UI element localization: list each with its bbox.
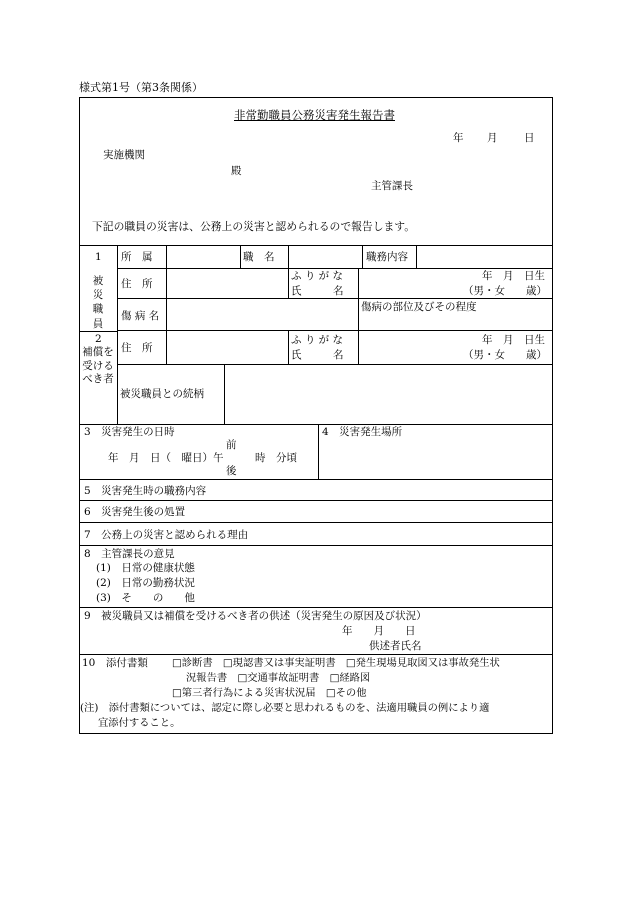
s1-sex-age: （男・女 歳） (463, 285, 547, 297)
s1-dept-label: 所 属 (121, 251, 153, 263)
grid-line (240, 245, 241, 268)
s7-label: 7 公務上の災害と認められる理由 (84, 529, 249, 541)
grid-line (79, 500, 552, 501)
s9-signer-label: 供述者氏名 (369, 640, 422, 652)
s3-label: 3 災害発生の日時 (84, 426, 175, 438)
grid-line (117, 364, 552, 365)
grid-line (358, 268, 359, 299)
grid-line (79, 245, 552, 246)
s8-label: 8 主管課長の意見 (84, 548, 175, 560)
s9-date: 年 月 日 (342, 625, 416, 637)
s2-name-label: 氏 名 (291, 349, 344, 361)
note-line2: 宜添付すること。 (98, 717, 181, 729)
s10-checklist-line1: □診断書 □現認書又は事実証明書 □発生現場見取図又は事故発生状 (172, 657, 500, 669)
grid-line (117, 245, 118, 424)
grid-line (166, 245, 167, 331)
grid-line (288, 245, 289, 299)
s10-checklist-line2: 況報告書 □交通事故証明書 □経路図 (186, 672, 371, 684)
s1-duties-label: 職務内容 (366, 251, 408, 263)
form-frame (79, 97, 553, 734)
s2-address-label: 住 所 (121, 342, 153, 354)
s3-datetime: 年 月 日（ 曜日）午 時 分頃 (108, 452, 297, 464)
grid-line (79, 331, 117, 332)
s1-injury-detail-label: 傷病の部位及びその程度 (361, 301, 477, 313)
s1-birthdate: 年 月 日生 (482, 270, 545, 282)
grid-line (117, 330, 552, 331)
grid-line (79, 479, 552, 480)
s9-label: 9 被災職員又は補償を受けるべき者の供述（災害発生の原因及び状況） (84, 610, 427, 622)
s1-address-label: 住 所 (121, 278, 153, 290)
grid-line (358, 298, 359, 331)
grid-line (79, 522, 552, 523)
s3-am-label: 前 (226, 439, 237, 451)
grid-line (416, 245, 417, 268)
s2-side-label: 補償を受けるべき者 (82, 346, 114, 386)
form-title: 非常勤職員公務災害発生報告書 (234, 108, 395, 122)
s8-item: (2) 日常の勤務状況 (96, 577, 195, 589)
s2-relation-label: 被災職員との続柄 (120, 388, 204, 400)
form-caption: 様式第1号（第3条関係） (79, 81, 203, 94)
s1-number: 1 (95, 251, 102, 263)
supervisor-label: 主管課長 (371, 180, 413, 192)
dono-label: 殿 (231, 165, 242, 177)
s10-label: 10 添付書類 (82, 657, 148, 669)
date-month: 月 (487, 132, 498, 144)
s1-furigana-label: ふ り が な (291, 270, 344, 282)
s1-side-label: 被災職員 (92, 275, 104, 330)
date-year: 年 (453, 132, 464, 144)
grid-line (117, 268, 552, 269)
s6-label: 6 災害発生後の処置 (84, 506, 186, 518)
grid-line (166, 331, 167, 364)
s2-sex-age: （男・女 歳） (463, 349, 547, 361)
s1-post-label: 職 名 (243, 251, 275, 263)
s2-number: 2 (95, 333, 102, 345)
institution-label: 実施機関 (103, 149, 145, 161)
s2-birthdate: 年 月 日生 (482, 334, 545, 346)
grid-line (358, 331, 359, 364)
intro-text: 下記の職員の災害は、公務上の災害と認められるので報告します。 (92, 220, 416, 233)
s1-name-label: 氏 名 (291, 285, 344, 297)
s3-pm-label: 後 (226, 465, 237, 477)
s5-label: 5 災害発生時の職務内容 (84, 485, 207, 497)
grid-line (288, 331, 289, 364)
s8-item: (3) そ の 他 (96, 592, 195, 604)
grid-line (117, 298, 552, 299)
note-line1: (注) 添付書類については、認定に際し必要と思われるものを、法適用職員の例により適 (80, 702, 490, 714)
s10-checklist-line3: □第三者行為による災害状況届 □その他 (172, 687, 367, 699)
grid-line (79, 654, 552, 655)
grid-line (318, 424, 319, 479)
date-day: 日 (524, 132, 535, 144)
s8-item: (1) 日常の健康状態 (96, 562, 195, 574)
s4-label: 4 災害発生場所 (322, 426, 403, 438)
s2-furigana-label: ふ り が な (291, 334, 344, 346)
grid-line (224, 364, 225, 424)
s1-injury-label: 傷 病 名 (121, 310, 160, 322)
grid-line (362, 245, 363, 268)
grid-line (79, 424, 552, 425)
grid-line (79, 607, 552, 608)
grid-line (79, 545, 552, 546)
